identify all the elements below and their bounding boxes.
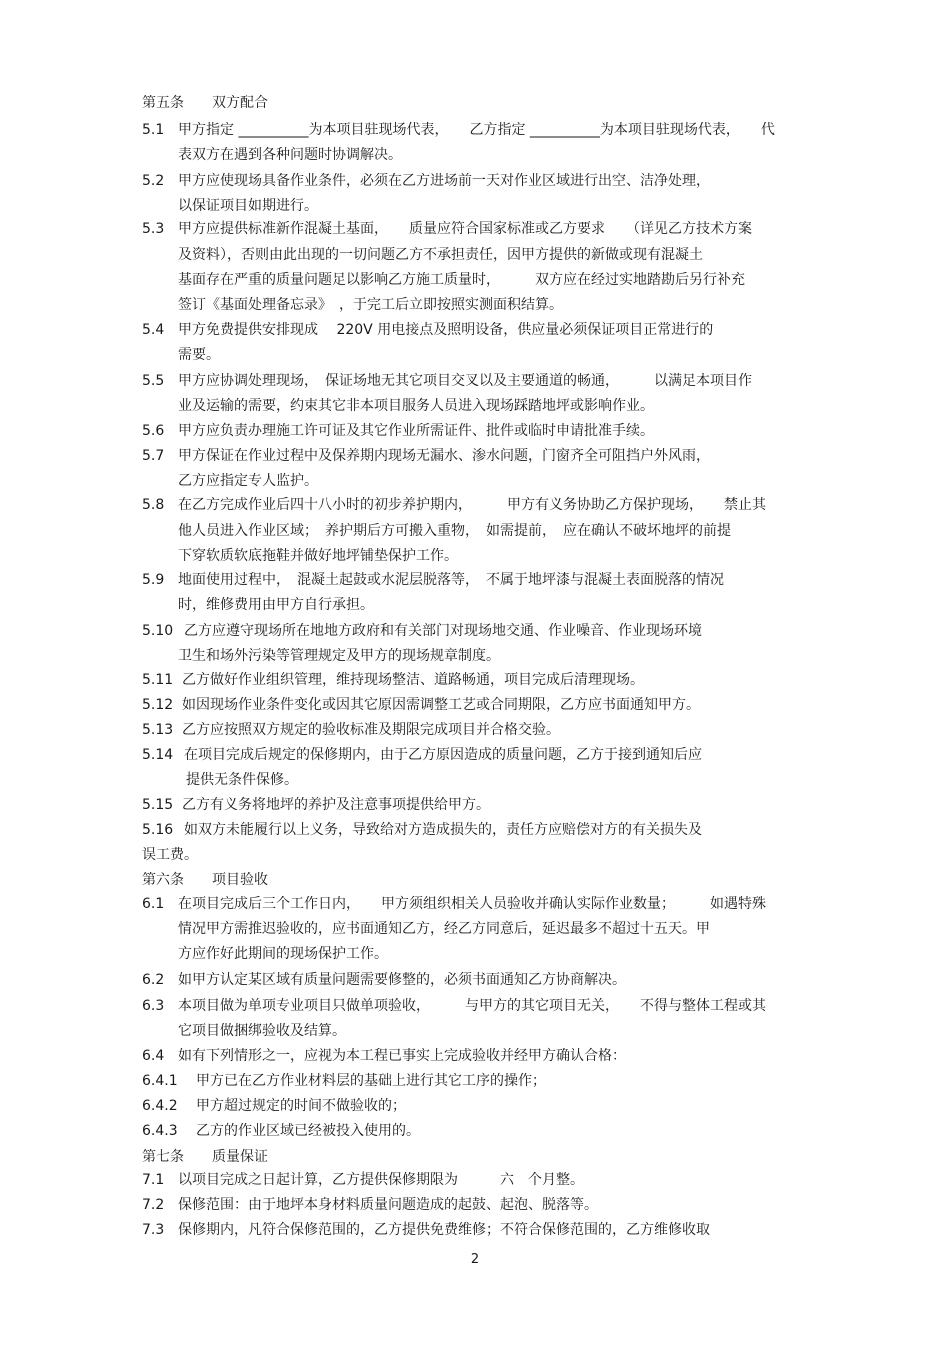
clause-number: 5.14 [142, 747, 174, 763]
clause-text: 甲方免费提供安排现成 220V 用电接点及照明设备，供应量必须保证项目正常进行的 [178, 322, 714, 338]
clause-text: 保修期内，凡符合保修范围的，乙方提供免费维修；不符合保修范围的，乙方维修收取 [178, 1222, 710, 1238]
clause-text: 甲方保证在作业过程中及保养期内现场无漏水、渗水问题，门窗齐全可阻挡户外风雨， [178, 448, 710, 464]
clause-number: 5.1 [142, 122, 165, 138]
clause-number: 6.4 [142, 1048, 165, 1064]
clause-text: 本项目做为单项专业项目只做单项验收， 与甲方的其它项目无关， 不得与整体工程或其 [178, 998, 766, 1014]
clause-number: 5.12 [142, 697, 174, 713]
clause-number: 6.4.3 [142, 1123, 178, 1139]
clause-number: 5.5 [142, 373, 165, 389]
clause-text: 它项目做捆绑验收及结算。 [178, 1023, 346, 1039]
clause-text: 时，维修费用由甲方自行承担。 [178, 597, 374, 613]
clause-text: 以项目完成之日起计算，乙方提供保修期限为 六 个月整。 [178, 1172, 584, 1188]
clause-number: 5.7 [142, 448, 165, 464]
clause-text: 如双方未能履行以上义务，导致给对方造成损失的，责任方应赔偿对方的有关损失及 [184, 822, 702, 838]
clause-number: 6.2 [142, 972, 165, 988]
clause-text: 方应作好此期间的现场保护工作。 [178, 946, 388, 962]
clause-number: 7.2 [142, 1197, 165, 1213]
section-heading: 第七条 质量保证 [142, 1149, 268, 1165]
page-number: 2 [470, 1252, 480, 1267]
clause-number: 5.4 [142, 322, 165, 338]
clause-text: 如因现场作业条件变化或因其它原因需调整工艺或合同期限，乙方应书面通知甲方。 [182, 697, 700, 713]
clause-text: 情况甲方需推迟验收的，应书面通知乙方，经乙方同意后，延迟最多不超过十五天。甲 [178, 921, 710, 937]
clause-number: 5.9 [142, 572, 165, 588]
clause-number: 7.1 [142, 1172, 165, 1188]
clause-text: 乙方的作业区域已经被投入使用的。 [196, 1123, 420, 1139]
clause-text: 如甲方认定某区域有质量问题需要修整的，必须书面通知乙方协商解决。 [178, 972, 626, 988]
clause-text: 业及运输的需要，约束其它非本项目服务人员进入现场踩踏地坪或影响作业。 [178, 398, 654, 414]
clause-text: 下穿软质软底拖鞋并做好地坪铺垫保护工作。 [178, 548, 458, 564]
clause-text: 乙方应遵守现场所在地地方政府和有关部门对现场地交通、作业噪音、作业现场环境 [184, 623, 702, 639]
clause-number: 5.13 [142, 722, 174, 738]
clause-number: 7.3 [142, 1222, 165, 1238]
clause-number: 5.15 [142, 797, 174, 813]
clause-number: 5.10 [142, 623, 174, 639]
clause-number: 5.2 [142, 173, 165, 189]
clause-text: 需要。 [178, 347, 220, 363]
clause-text: 在乙方完成作业后四十八小时的初步养护期内， 甲方有义务协助乙方保护现场， 禁止其 [178, 497, 766, 513]
clause-number: 5.6 [142, 423, 165, 439]
clause-text: 卫生和场外污染等管理规定及甲方的现场规章制度。 [178, 648, 500, 664]
clause-text: 甲方超过规定的时间不做验收的； [196, 1098, 406, 1114]
clause-text: 在项目完成后规定的保修期内，由于乙方原因造成的质量问题，乙方于接到通知后应 [184, 747, 702, 763]
clause-text: 甲方已在乙方作业材料层的基础上进行其它工序的操作； [196, 1073, 546, 1089]
clause-text: 甲方指定 __________为本项目驻现场代表， 乙方指定 __________为本项目驻现场代表， 代 [178, 122, 775, 138]
section-heading: 第六条 项目验收 [142, 872, 268, 888]
clause-text: 甲方应提供标准新作混凝土基面， 质量应符合国家标准或乙方要求 （详见乙方技术方案 [178, 221, 752, 237]
clause-number: 5.11 [142, 672, 174, 688]
clause-text: 保修范围：由于地坪本身材料质量问题造成的起鼓、起泡、脱落等。 [178, 1197, 598, 1213]
clause-text: 在项目完成后三个工作日内， 甲方须组织相关人员验收并确认实际作业数量； 如遇特殊 [178, 896, 766, 912]
clause-text: 地面使用过程中， 混凝土起鼓或水泥层脱落等， 不属于地坪漆与混凝土表面脱落的情况 [178, 572, 724, 588]
clause-text: 甲方应负责办理施工许可证及其它作业所需证件、批件或临时申请批准手续。 [178, 423, 654, 439]
clause-number: 6.4.2 [142, 1098, 178, 1114]
clause-number: 6.3 [142, 998, 165, 1014]
clause-text: 及资料），否则由此出现的一切问题乙方不承担责任，因甲方提供的新做或现有混凝土 [178, 247, 703, 263]
clause-text: 误工费。 [142, 847, 198, 863]
clause-text: 他人员进入作业区域； 养护期后方可搬入重物， 如需提前， 应在确认不破坏地坪的前提 [178, 523, 731, 539]
clause-number: 5.8 [142, 497, 165, 513]
clause-text: 基面存在严重的质量问题足以影响乙方施工质量时， 双方应在经过实地踏勘后另行补充 [178, 272, 745, 288]
clause-number: 5.3 [142, 221, 165, 237]
clause-text: 以保证项目如期进行。 [178, 198, 318, 214]
clause-text: 表双方在遇到各种问题时协调解决。 [178, 147, 402, 163]
section-heading: 第五条 双方配合 [142, 95, 268, 111]
clause-number: 6.4.1 [142, 1073, 178, 1089]
clause-text: 乙方做好作业组织管理，维持现场整洁、道路畅通，项目完成后清理现场。 [182, 672, 644, 688]
clause-text: 乙方应按照双方规定的验收标准及期限完成项目并合格交验。 [182, 722, 560, 738]
clause-number: 5.16 [142, 822, 174, 838]
clause-number: 6.1 [142, 896, 165, 912]
clause-text: 甲方应协调处理现场， 保证场地无其它项目交叉以及主要通道的畅通， 以满足本项目作 [178, 373, 752, 389]
clause-text: 乙方应指定专人监护。 [178, 473, 318, 489]
clause-text: 乙方有义务将地坪的养护及注意事项提供给甲方。 [182, 797, 490, 813]
clause-text: 甲方应使现场具备作业条件，必须在乙方进场前一天对作业区域进行出空、洁净处理， [178, 173, 710, 189]
clause-text: 如有下列情形之一，应视为本工程已事实上完成验收并经甲方确认合格： [178, 1048, 626, 1064]
clause-text: 签订《基面处理备忘录》 ，于完工后立即按照实测面积结算。 [178, 297, 563, 313]
clause-text: 提供无条件保修。 [186, 772, 298, 788]
